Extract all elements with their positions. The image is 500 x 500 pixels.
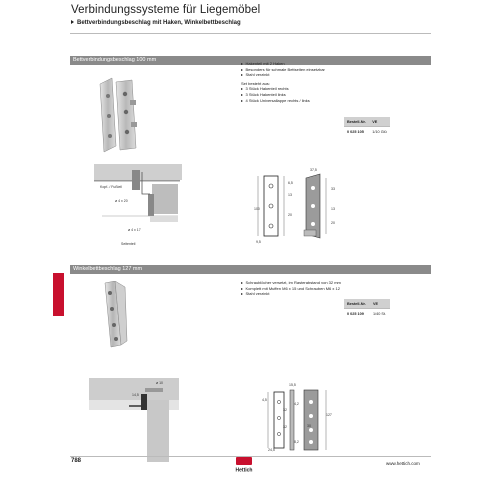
- list-item: Stahl verzinkt: [241, 72, 325, 78]
- diagram-label: Kopf- / Fußteil: [100, 185, 122, 189]
- diagram-label: ø 4 x 20: [115, 199, 128, 203]
- chapter-tab: [53, 273, 64, 316]
- svg-text:Hettich: Hettich: [235, 467, 253, 474]
- page-number: 788: [71, 458, 82, 464]
- diagram-label: Seitenteil: [121, 242, 136, 246]
- col-header: VE: [370, 299, 390, 309]
- dimension-label: 20: [331, 221, 335, 225]
- set-intro: Set besteht aus:: [241, 80, 270, 86]
- dimension-label: 13: [331, 207, 335, 211]
- divider: [70, 33, 431, 34]
- list-item: 3 Stück Hakenteil links: [241, 92, 325, 98]
- order-table-2: [344, 299, 390, 318]
- dimension-label: 100: [254, 207, 260, 211]
- dimension-label: 20: [288, 213, 292, 217]
- product-photo-bed-connector: [94, 76, 144, 156]
- page-title: Verbindungssysteme für Liegemöbel: [71, 4, 261, 16]
- dimension-label: 127: [326, 413, 332, 417]
- table-row: 0 025 109 1/40 St.: [344, 309, 390, 319]
- dimension-label: 24,5: [268, 448, 275, 452]
- installation-diagram-2: [89, 378, 179, 462]
- diagram-label: 14,5: [132, 393, 139, 397]
- dimension-label: 13: [288, 193, 292, 197]
- product-photo-angle-bracket: [99, 281, 129, 349]
- website-url[interactable]: www.hettich.com: [386, 461, 420, 466]
- page-subtitle: Bettverbindungsbeschlag mit Haken, Winkelbettbeschlag: [71, 20, 241, 26]
- diagram-label: ø 4 x 17: [128, 228, 141, 232]
- dimension-label: 4,5: [262, 398, 267, 402]
- order-table-1: [344, 117, 390, 136]
- dimension-label: 4,2: [294, 402, 299, 406]
- installation-diagram-1: [92, 160, 182, 250]
- hettich-logo: [228, 456, 260, 474]
- col-header: VE: [369, 117, 390, 127]
- dimension-label: 8,2: [294, 440, 299, 444]
- section-heading-1: Bettverbindungsbeschlag 100 mm: [70, 56, 431, 65]
- dimension-label: 30: [307, 424, 311, 428]
- list-item: 3 Stück Hakenteil rechts: [241, 86, 325, 92]
- dimension-label: 9,5: [256, 240, 261, 244]
- dimension-label: 37,5: [310, 168, 317, 172]
- list-item: Besonders für schmale Bettseiten einsetzbar: [241, 67, 325, 73]
- feature-list-2: [241, 280, 341, 297]
- diagram-label: ø 10: [156, 381, 164, 385]
- dimension-label: 32: [283, 425, 287, 429]
- list-item: 4 Stück Universallappe rechts / links: [241, 98, 325, 104]
- col-header: Bestell-Nr.: [344, 117, 369, 127]
- technical-drawing-1: [254, 168, 334, 248]
- dimension-label: 33: [331, 187, 335, 191]
- dimension-label: 32: [283, 408, 287, 412]
- table-row: 0 025 105 1/10 Glü: [344, 127, 390, 137]
- list-item: Stahl verzinkt: [241, 291, 341, 297]
- feature-list-1: [241, 61, 325, 103]
- dimension-label: 15,5: [289, 383, 296, 387]
- section-heading-2: Winkelbettbeschlag 127 mm: [70, 265, 431, 274]
- dimension-label: 6,5: [288, 181, 293, 185]
- arrow-icon: [71, 20, 74, 24]
- list-item: Hakenteil mit 2 Haken: [241, 61, 325, 67]
- list-item: Komplett mit Muffen M6 x 15 und Schrauben M6 x 12: [241, 286, 341, 292]
- list-item: Schraublöcher versetzt, im Rasterabstand von 32 mm: [241, 280, 341, 286]
- col-header: Bestell-Nr.: [344, 299, 370, 309]
